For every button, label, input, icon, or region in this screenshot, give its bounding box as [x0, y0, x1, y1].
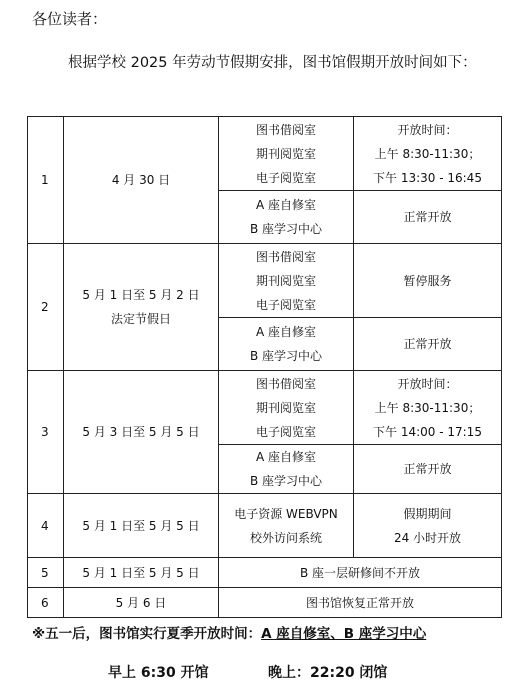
- opening-time: 早上 6:30 开馆: [108, 665, 209, 681]
- service-rooms-line: 电子阅览室: [255, 424, 316, 439]
- summer-hours-note: [32, 622, 426, 642]
- service-rooms-line: 期刊阅览室: [255, 273, 316, 288]
- service-rooms: [219, 445, 354, 494]
- service-rooms: [219, 191, 354, 244]
- service-rooms-line: 电子阅览室: [255, 297, 316, 312]
- service-rooms: [219, 117, 354, 191]
- service-rooms-line: 电子阅览室: [255, 170, 316, 185]
- date-range: [64, 494, 219, 558]
- service-rooms-line: 期刊阅览室: [255, 146, 316, 161]
- service-rooms-line: A 座自修室: [255, 450, 317, 464]
- intro-text: 根据学校 2025 年劳动节假期安排，图书馆假期开放时间如下：: [68, 55, 477, 71]
- date-range-line: 5 月 6 日: [115, 595, 167, 610]
- date-range: [64, 244, 219, 371]
- service-status-line: 正常开放: [403, 337, 452, 351]
- service-rooms-line: 图书借阅室: [255, 122, 316, 137]
- opening-hours-table: [27, 116, 502, 618]
- service-status-line: 下午 13:30 - 16:45: [373, 170, 482, 185]
- date-range: [64, 117, 219, 244]
- service-status: [354, 371, 502, 445]
- intro-paragraph: [32, 48, 492, 79]
- row-number: 5: [28, 558, 64, 588]
- date-range-line: 5 月 1 日至 5 月 5 日: [82, 518, 200, 533]
- service-rooms-line: 期刊阅览室: [255, 400, 316, 415]
- service-rooms-line: 电子资源 WEBVPN: [234, 506, 338, 521]
- row-number: 2: [28, 244, 64, 371]
- date-range-line: 5 月 3 日至 5 月 5 日: [82, 425, 200, 439]
- date-range: [64, 558, 219, 588]
- service-status-line: 开放时间：: [397, 122, 458, 137]
- service-rooms-line: B 座学习中心: [249, 349, 323, 363]
- service-rooms-line: 图书借阅室: [255, 376, 316, 391]
- service-status-line: 假期期间: [403, 506, 452, 521]
- service-rooms: [219, 371, 354, 445]
- service-rooms-line: A 座自修室: [255, 198, 317, 212]
- date-range-line: 5 月 1 日至 5 月 2 日: [82, 288, 200, 302]
- service-rooms-line: A 座自修室: [255, 325, 317, 339]
- service-status-line: 上午 8:30-11:30；: [374, 146, 481, 161]
- date-range-line: 4 月 30 日: [111, 173, 171, 187]
- service-rooms-line: 校外访问系统: [249, 530, 322, 545]
- greeting: 各位读者：: [32, 10, 108, 28]
- service-status-line: 开放时间：: [397, 376, 458, 391]
- service-rooms-line: 图书借阅室: [255, 249, 316, 264]
- service-rooms-line: B 座学习中心: [249, 222, 323, 236]
- closing-time: 晚上：22:20 闭馆: [268, 665, 388, 681]
- date-range-line: 5 月 1 日至 5 月 5 日: [82, 565, 200, 580]
- service-status-line: 正常开放: [403, 210, 452, 224]
- merged-status: B 座一层研修间不开放: [219, 558, 502, 588]
- service-status-line: 正常开放: [403, 462, 452, 476]
- service-status: [354, 191, 502, 244]
- row-number: 6: [28, 588, 64, 618]
- table-row: [28, 558, 502, 588]
- service-status-line: 上午 8:30-11:30；: [374, 400, 481, 415]
- service-status-line: 下午 14:00 - 17:15: [373, 424, 482, 439]
- table-row: [28, 371, 502, 445]
- table-row: [28, 244, 502, 318]
- service-status: [354, 445, 502, 494]
- row-number: 4: [28, 494, 64, 558]
- service-rooms: [219, 244, 354, 318]
- row-number: 3: [28, 371, 64, 494]
- row-number: 1: [28, 117, 64, 244]
- table-row: [28, 117, 502, 191]
- service-status: [354, 117, 502, 191]
- table-row: [28, 588, 502, 618]
- service-rooms-line: B 座学习中心: [249, 474, 323, 488]
- merged-status: 图书馆恢复正常开放: [219, 588, 502, 618]
- service-status: [354, 244, 502, 318]
- date-range-line: 法定节假日: [110, 312, 171, 326]
- summer-hours-locations: A 座自修室、B 座学习中心: [261, 626, 427, 642]
- service-rooms: [219, 318, 354, 371]
- date-range: [64, 371, 219, 494]
- table-row: [28, 494, 502, 558]
- summer-hours-prefix: ※五一后，图书馆实行夏季开放时间：: [32, 626, 262, 642]
- date-range: [64, 588, 219, 618]
- service-status: [354, 318, 502, 371]
- service-status: [354, 494, 502, 558]
- service-status-line: 24 小时开放: [393, 530, 462, 545]
- table-body: [28, 117, 502, 618]
- service-status-line: 暂停服务: [403, 273, 452, 288]
- service-rooms: [219, 494, 354, 558]
